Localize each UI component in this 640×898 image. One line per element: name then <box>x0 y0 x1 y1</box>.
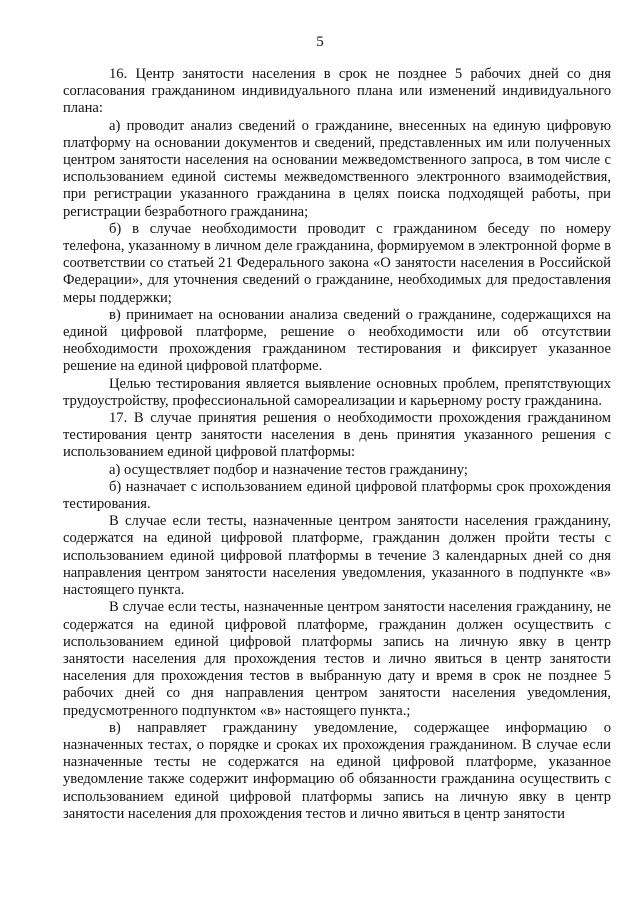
paragraph-17-b: б) назначает с использованием единой цифровой платформы срок прохождения тестирования. <box>63 478 611 513</box>
paragraph-tests-on-platform: В случае если тесты, назначенные центром занятости населения гражданину, содержатся на единой цифровой платформе, гражданин должен пройти тесты с использованием единой цифровой платформы в течение 3 календарных дней со дня направления центром занятости населения уведомления, указанного в подпункте «в» настоящего пункта. <box>63 513 611 599</box>
paragraph-testing-goal: Целью тестирования является выявление основных проблем, препятствующих трудоустройству, профессиональной самореализации и карьерному росту гражданина. <box>63 375 611 409</box>
paragraph-17-a: а) осуществляет подбор и назначение тестов гражданину; <box>109 461 468 478</box>
document-body <box>63 66 611 823</box>
paragraph-16-a: а) проводит анализ сведений о гражданине, внесенных на единую цифровую платформу на основании документов и сведений, представленных им или полученных центром занятости населения на основании межведомственного запроса, в том числе с использованием единой системы межведомственного электронного взаимодействия, при регистрации указанного гражданина в целях поиска подходящей работы, при регистрации безработного гражданина; <box>63 117 611 220</box>
paragraph-16: 16. Центр занятости населения в срок не позднее 5 рабочих дней со дня согласования гражданином индивидуального плана или изменений индивидуального плана: <box>63 66 611 117</box>
paragraph-17: 17. В случае принятия решения о необходимости прохождения гражданином тестирования центр занятости населения в день принятия указанного решения с использованием единой цифровой платформы: <box>63 410 611 461</box>
paragraph-16-b: б) в случае необходимости проводит с гражданином беседу по номеру телефона, указанному в личном деле гражданина, формируемом в электронной форме в соответствии со статьей 21 Федерального закона «О занятости населения в Российской Федерации», для уточнения сведений о гражданине, необходимых для предоставления меры поддержки; <box>63 220 611 306</box>
paragraph-17-v: в) направляет гражданину уведомление, содержащее информацию о назначенных тестах, о порядке и сроках их прохождения гражданином. В случае если назначенные тесты не содержатся на единой цифровой платформе, указанное уведомление также содержит информацию об обязанности гражданина осуществить с использованием единой цифровой платформы запись на личную явку в центр занятости населения для прохождения тестов и лично явиться в центр занятости <box>63 719 611 822</box>
paragraph-16-v: в) принимает на основании анализа сведений о гражданине, содержащихся на единой цифровой платформе, решение о необходимости или об отсутствии необходимости прохождения гражданином тестирования и фиксирует указанное решение на единой цифровой платформе. <box>63 306 611 375</box>
paragraph-tests-not-on-platform: В случае если тесты, назначенные центром занятости населения гражданину, не содержатся на единой цифровой платформе, гражданин должен осуществить с использованием единой цифровой платформы запись на личную явку в центр занятости населения для прохождения тестов и лично явиться в центр занятости населения для прохождения тестов в выбранную дату и время в срок не позднее 5 рабочих дней со дня направления центром занятости населения уведомления, предусмотренного подпунктом «в» настоящего пункта.; <box>63 599 611 719</box>
page-number: 5 <box>316 34 324 50</box>
